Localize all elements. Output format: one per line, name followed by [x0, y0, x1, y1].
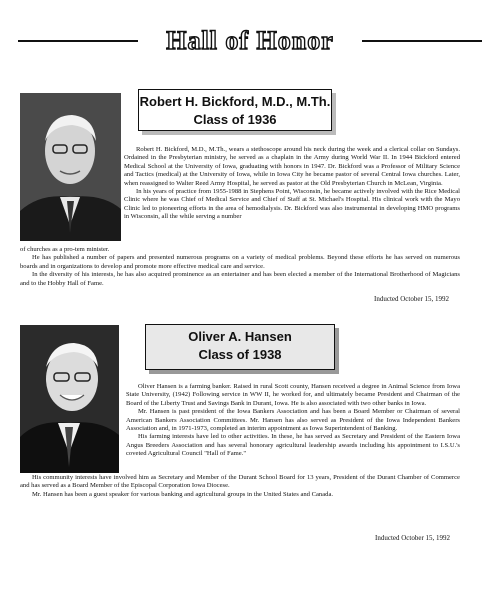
portrait-image — [20, 93, 121, 241]
bio-paragraph: In the diversity of his interests, he has also acquired prominence as an entertainer and has been elected a member of the International Brotherhood of Magicians and to the Hobby Hall of Fame. — [20, 271, 460, 287]
inductee-bio-full-width — [20, 246, 460, 288]
inductee-class: Class of 1936 — [193, 112, 277, 127]
portrait-image — [20, 325, 119, 473]
inductee-bio-beside-photo — [124, 146, 460, 222]
bio-paragraph: His community interests have involved him as Secretary and Member of the Durant School Board for 13 years, President of the Durant Chamber of Commerce and has served as a Board Member of the Episcopal Corporation Iowa Diocese. — [20, 474, 460, 490]
inductee-name: Robert H. Bickford, M.D., M.Th. — [139, 94, 331, 109]
inductee-name: Oliver A. Hansen — [188, 329, 292, 344]
inducted-date: Inducted October 15, 1992 — [374, 295, 450, 303]
bio-paragraph: Robert H. Bickford, M.D., M.Th., wears a stethoscope around his neck during the week and a clerical collar on Sundays. Ordained in the Presbyterian ministry, he served as a chaplain in the Army during World War II. In 1944 Bickford entered Medical School at the University of Iowa, graduating with honors in 1947. Dr. Bickford was a Professor of Military Science and Tactics (medical) at the University of Iowa, while in Iowa City he became pastor of several Central Iowa churches. Later, when reassigned to Walter Reed Army Hospital, he served as pastor at the Old Presbyterian Church in McLean, Virginia. — [124, 146, 460, 187]
inductee-bio-full-width — [20, 474, 460, 499]
header-rule-right — [362, 40, 482, 42]
header-rule-left — [18, 40, 138, 42]
inductee-class: Class of 1938 — [198, 347, 282, 362]
bio-paragraph: His farming interests have led to other activities. In these, he has served as Secretary and President of the Eastern Iowa Angus Breeders Association and has several honorary agricultural leadership awards including his appointment to I.S.U.'s coveted Agricultural Council "Hall of Fame." — [126, 433, 460, 458]
bio-paragraph: In his years of practice from 1955-1988 in Stephens Point, Wisconsin, he became actively involved with the Rice Medical Clinic where he was Chief of Medical Service and Chief of Staff at St. Michael's Hospital. His clinical work with the Mayo Clinic led to pioneering efforts in the area of hemodialysis. Dr. Bickford was also instrumental in developing HMO programs in Wisconsin, all the while serving a number — [124, 188, 460, 221]
inductee-bio-beside-photo — [126, 383, 460, 459]
inductee-namebox-bickford — [138, 89, 332, 131]
page-header — [18, 26, 482, 56]
inductee-photo-hansen — [20, 325, 119, 473]
bio-paragraph: Mr. Hansen has been a guest speaker for various banking and agricultural groups in the United States and Canada. — [32, 490, 334, 498]
page-title: Hall of Honor — [166, 26, 334, 55]
bio-paragraph: of churches as a pro-tem minister. — [20, 246, 110, 253]
bio-paragraph: Oliver Hansen is a farming banker. Raised in rural Scott county, Hansen received a degree in Animal Science from Iowa State University, (1942) Following service in WW II, he worked for, and ultimately became President and Chairman of the Board of the Liberty Trust and Savings Bank in Durant, Iowa. He is also associated with two other banks in Iowa. — [126, 383, 460, 407]
inductee-photo-bickford — [20, 93, 121, 241]
bio-paragraph: Mr. Hansen is past president of the Iowa Bankers Association and has been a Board Member or Chairman of several American Bankers Association Committees. Mr. Hansen has also served as President of the Iowa Independent Bankers Association and, in 1971-1973, completed an interim appointment as Iowa Superintendent of Banking. — [126, 408, 460, 433]
bio-paragraph: He has published a number of papers and presented numerous programs on a variety of medical problems. Beyond these efforts he has served on numerous boards and in organizations to develop and promote more effective medical care and service. — [20, 254, 460, 270]
inductee-namebox-hansen — [145, 324, 335, 370]
inducted-date: Inducted October 15, 1992 — [375, 534, 451, 542]
